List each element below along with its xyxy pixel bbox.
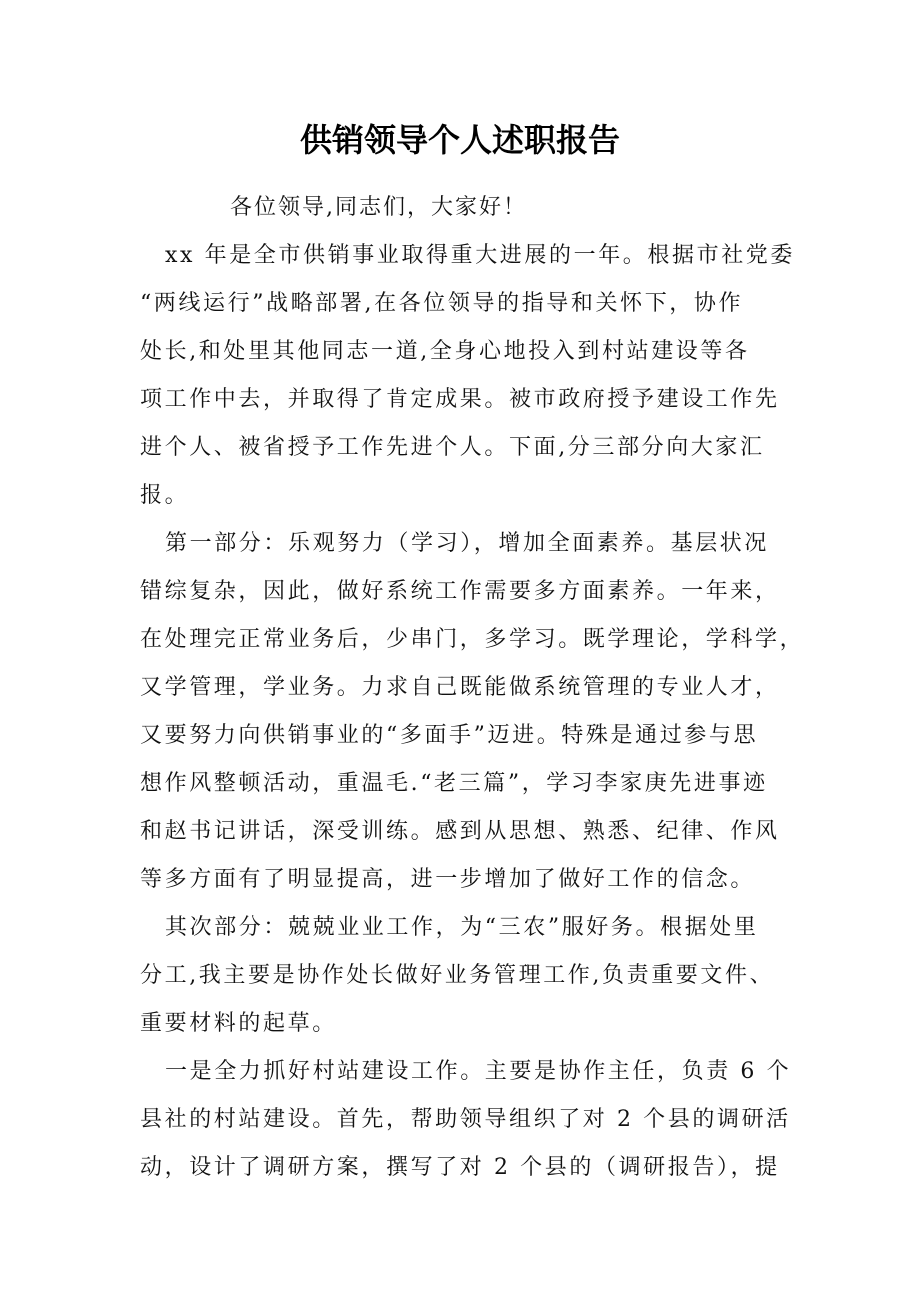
text-line: 其次部分：兢兢业业工作，为“三农”服好务。根据处里 <box>165 915 759 940</box>
text-line: 分工,我主要是协作处长做好业务管理工作,负责重要文件、 <box>140 963 775 988</box>
text-line: 和赵书记讲话，深受训练。感到从思想、熟悉、纪律、作风 <box>140 819 780 844</box>
text-line: 一是全力抓好村站建设工作。主要是协作主任，负责 6 个 <box>165 1059 792 1084</box>
text-line: 又学管理，学业务。力求自己既能做系统管理的专业人才， <box>140 675 780 700</box>
text-line: “两线运行”战略部署,在各位领导的指导和关怀下，协作 <box>140 291 744 316</box>
text-line: 重要材料的起草。 <box>140 1011 337 1036</box>
text-line: 错综复杂，因此，做好系统工作需要多方面素养。一年来， <box>140 579 780 604</box>
text-line: 在处理完正常业务后，少串门，多学习。既学理论，学科学， <box>140 627 805 652</box>
text-line: 想作风整顿活动，重温毛.“老三篇”，学习李家庚先进事迹 <box>140 771 768 796</box>
paragraph-part-one <box>140 520 805 904</box>
paragraph-intro <box>140 232 796 520</box>
text-line: 县社的村站建设。首先，帮助领导组织了对 2 个县的调研活 <box>140 1107 791 1132</box>
text-line: 第一部分：乐观努力（学习），增加全面素养。基层状况 <box>165 531 770 556</box>
text-line: 动，设计了调研方案，撰写了对 2 个县的（调研报告），提 <box>140 1155 780 1180</box>
greeting: 各位领导,同志们，大家好！ <box>230 195 527 220</box>
text-line: xx 年是全市供销事业取得重大进展的一年。根据市社党委 <box>165 243 796 268</box>
text-line: 项工作中去，并取得了肯定成果。被市政府授予建设工作先 <box>140 387 780 412</box>
paragraph-part-two <box>140 904 780 1048</box>
paragraph-item-one <box>140 1048 792 1192</box>
document-body <box>140 232 805 1192</box>
text-line: 报。 <box>140 483 190 508</box>
document-title: 供销领导个人述职报告 <box>299 121 620 159</box>
text-line: 进个人、被省授予工作先进个人。下面,分三部分向大家汇 <box>140 435 765 460</box>
text-line: 又要努力向供销事业的“多面手”迈进。特殊是通过参与思 <box>140 723 759 748</box>
text-line: 等多方面有了明显提高，进一步增加了做好工作的信念。 <box>140 867 756 892</box>
text-line: 处长,和处里其他同志一道,全身心地投入到村站建设等各 <box>140 339 750 364</box>
